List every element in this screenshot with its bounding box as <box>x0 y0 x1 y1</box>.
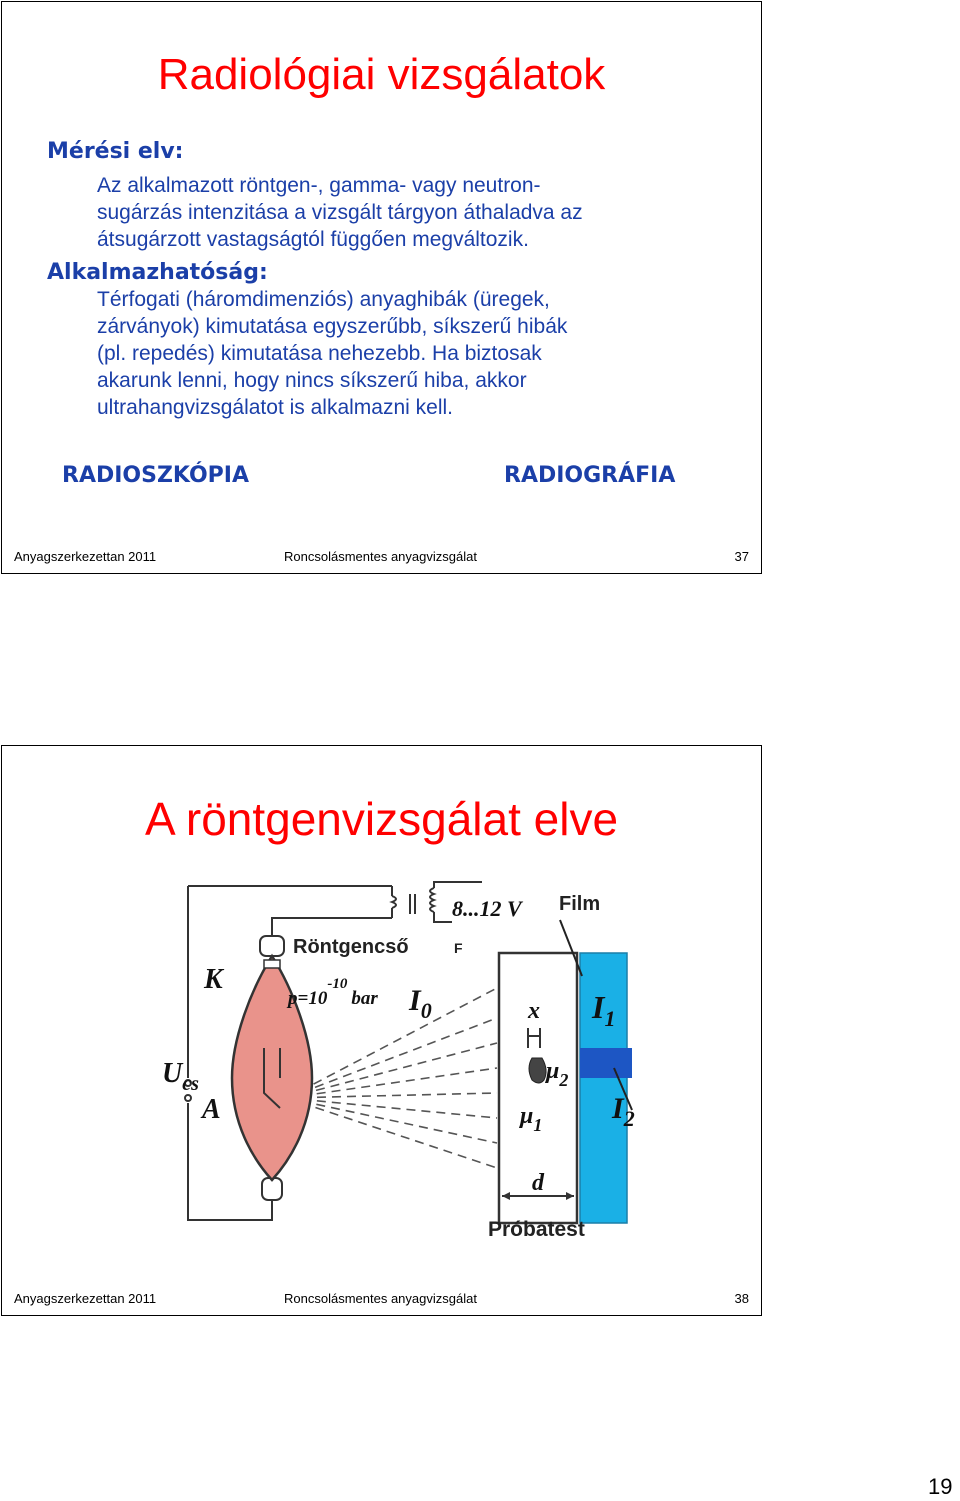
tube-voltage-symbol: U <box>162 1058 183 1089</box>
slide-title: Radiológiai vizsgálatok <box>157 50 606 99</box>
text-line: Az alkalmazott röntgen-, gamma- vagy neutron- <box>97 174 541 197</box>
pressure-label <box>286 976 378 1009</box>
filament-voltage-label: 8...12 V <box>452 896 522 921</box>
pressure-value: p=10 <box>288 988 328 1009</box>
i2-subscript: 2 <box>623 1106 635 1131</box>
i1-symbol: I <box>592 989 605 1025</box>
slide-title: A röntgenvizsgálat elve <box>144 793 619 845</box>
measuring-principle-heading: Mérési elv: <box>47 139 184 164</box>
pressure-unit: bar <box>351 988 378 1009</box>
mu2-symbol: μ <box>546 1058 560 1084</box>
xray-principle-diagram <box>152 878 635 1250</box>
tube-voltage-subscript: cs <box>182 1073 199 1095</box>
circuit-wires <box>185 882 482 1220</box>
i2-symbol: I <box>612 1092 624 1125</box>
filament-label: F <box>454 940 463 956</box>
text-line: ultrahangvizsgálatot is alkalmazni kell. <box>97 396 454 419</box>
defect-size-label: x <box>528 998 540 1024</box>
slide-37 <box>1 1 762 574</box>
footer-course: Anyagszerkezettan 2011 <box>14 1291 157 1306</box>
mu2-subscript: 2 <box>559 1070 569 1090</box>
pressure-exponent: -10 <box>327 976 348 992</box>
i0-subscript: 0 <box>420 998 432 1023</box>
film-label: Film <box>559 893 601 915</box>
method-radioscopy: RADIOSZKÓPIA <box>62 463 250 488</box>
footer-topic: Roncsolásmentes anyagvizsgálat <box>284 549 477 564</box>
xray-beam <box>287 988 497 1168</box>
text-line: (pl. repedés) kimutatása nehezebb. Ha biztosak <box>97 342 542 365</box>
tube-voltage-label <box>162 1058 199 1095</box>
applicability-text <box>97 286 717 421</box>
footer-course: Anyagszerkezettan 2011 <box>14 549 157 564</box>
i1-subscript: 1 <box>604 1006 616 1031</box>
mu1-symbol: μ <box>520 1103 534 1129</box>
cathode-label: K <box>204 964 223 995</box>
text-line: akarunk lenni, hogy nincs síkszerű hiba, akkor <box>97 369 527 392</box>
method-radiography: RADIOGRÁFIA <box>504 463 676 488</box>
intensity-i0-label <box>408 984 432 1023</box>
footer-slide-number: 37 <box>734 549 749 564</box>
slide-footer <box>2 1291 761 1309</box>
slide-38 <box>1 745 762 1316</box>
applicability-heading: Alkalmazhatóság: <box>47 260 268 285</box>
tube-label: Röntgencső <box>293 936 409 958</box>
anode-label: A <box>202 1094 221 1125</box>
mu1-subscript: 1 <box>533 1115 543 1135</box>
footer-slide-number: 38 <box>734 1291 749 1306</box>
text-line: Térfogati (háromdimenziós) anyaghibák (üregek, <box>97 288 550 311</box>
specimen-label: Próbatest <box>488 1218 585 1241</box>
measuring-principle-text <box>97 172 717 253</box>
text-line: zárványok) kimutatása egyszerűbb, síkszerű hibák <box>97 315 568 338</box>
footer-topic: Roncsolásmentes anyagvizsgálat <box>284 1291 477 1306</box>
text-line: átsugárzott vastagságtól függően megváltozik. <box>97 228 529 251</box>
thickness-label: d <box>532 1170 544 1196</box>
page-number: 19 <box>928 1474 953 1499</box>
slide-footer <box>2 549 761 567</box>
text-line: sugárzás intenzitása a vizsgált tárgyon áthaladva az <box>97 201 583 224</box>
i0-symbol: I <box>409 984 421 1017</box>
xray-tube <box>232 936 312 1200</box>
